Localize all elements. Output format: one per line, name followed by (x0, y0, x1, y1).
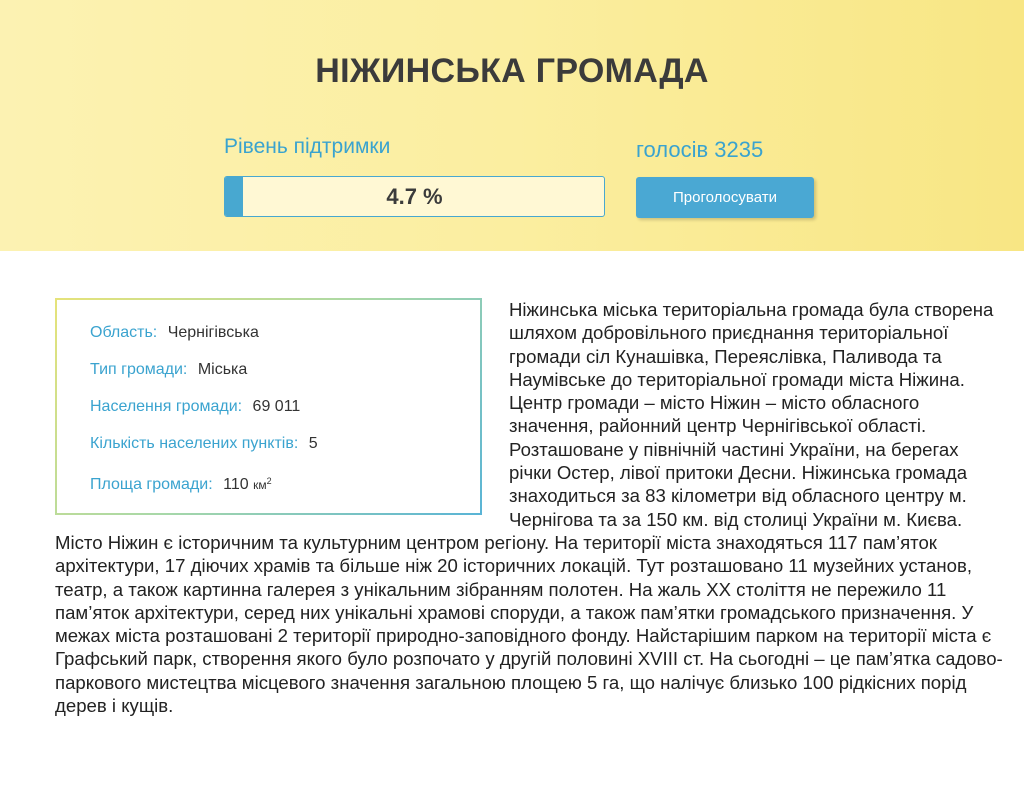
info-label: Населення громади: (90, 398, 243, 415)
info-value: Чернігівська (167, 324, 259, 341)
support-level-label: Рівень підтримки (224, 135, 391, 158)
hero-banner (0, 0, 1024, 251)
info-label: Область: (90, 324, 158, 341)
progress-percent-text: 4.7 % (386, 183, 443, 209)
info-label: Кількість населених пунктів: (90, 435, 299, 452)
info-row-region (90, 318, 480, 355)
info-row-population (90, 392, 480, 429)
info-label: Площа громади: (90, 476, 213, 493)
info-row-type (90, 355, 480, 392)
page-title: НІЖИНСЬКА ГРОМАДА (315, 52, 709, 90)
info-row-area (90, 466, 480, 503)
main-content (55, 298, 1005, 717)
info-value: Міська (197, 361, 248, 378)
community-description: Ніжинська міська територіальна громада була створена шляхом добровільного приєднання територіальної громади сіл Кунашівка, Переяслівка, Паливода та Наумівське до територіальної громади міста Ніжина. Центр громади – місто Ніжин – місто обласного значення, районний центр Чернігівської області. Розташоване у північній частині України, на берегах річки Остер, лівої притоки Десни. Ніжинська громада знаходиться за 83 кілометри від обласного центру м. Чернігова та за 150 км. від столиці України м. Києва. Місто Ніжин є історичним та культурним центром регіону. На території міста знаходяться 117 пам’яток архітектури, 17 діючих храмів та більше ніж 20 історичних локацій. Тут розташовано 11 музейних установ, театр, а також картинна галерея з унікальним зібранням полотен. На жаль ХХ століття не пережило 11 пам’яток архітектури, серед них унікальні храмові споруди, а також пам’ятки громадського призначення. У межах міста розташовані 2 території природно-заповідного фонду. Найстарішим парком на території міста є Графський парк, створення якого було розпочато у другій половині XVIII ст. На сьогодні – це пам’ятка садово-паркового мистецтва місцевого значення загальною площею 5 га, що налічує близько 100 рідкісних порід дерев і кущів. (55, 299, 1003, 717)
community-info-box (55, 298, 482, 515)
info-label: Тип громади: (90, 361, 188, 378)
vote-button[interactable]: Проголосувати (636, 177, 814, 218)
votes-count: голосів 3235 (636, 137, 764, 162)
area-unit: $км^2$ (253, 476, 272, 492)
info-value: 110 (223, 476, 249, 493)
info-row-settlements (90, 429, 480, 466)
support-progress-bar (224, 176, 605, 217)
info-value: 69 011 (252, 398, 301, 415)
info-value: 5 (308, 435, 318, 452)
